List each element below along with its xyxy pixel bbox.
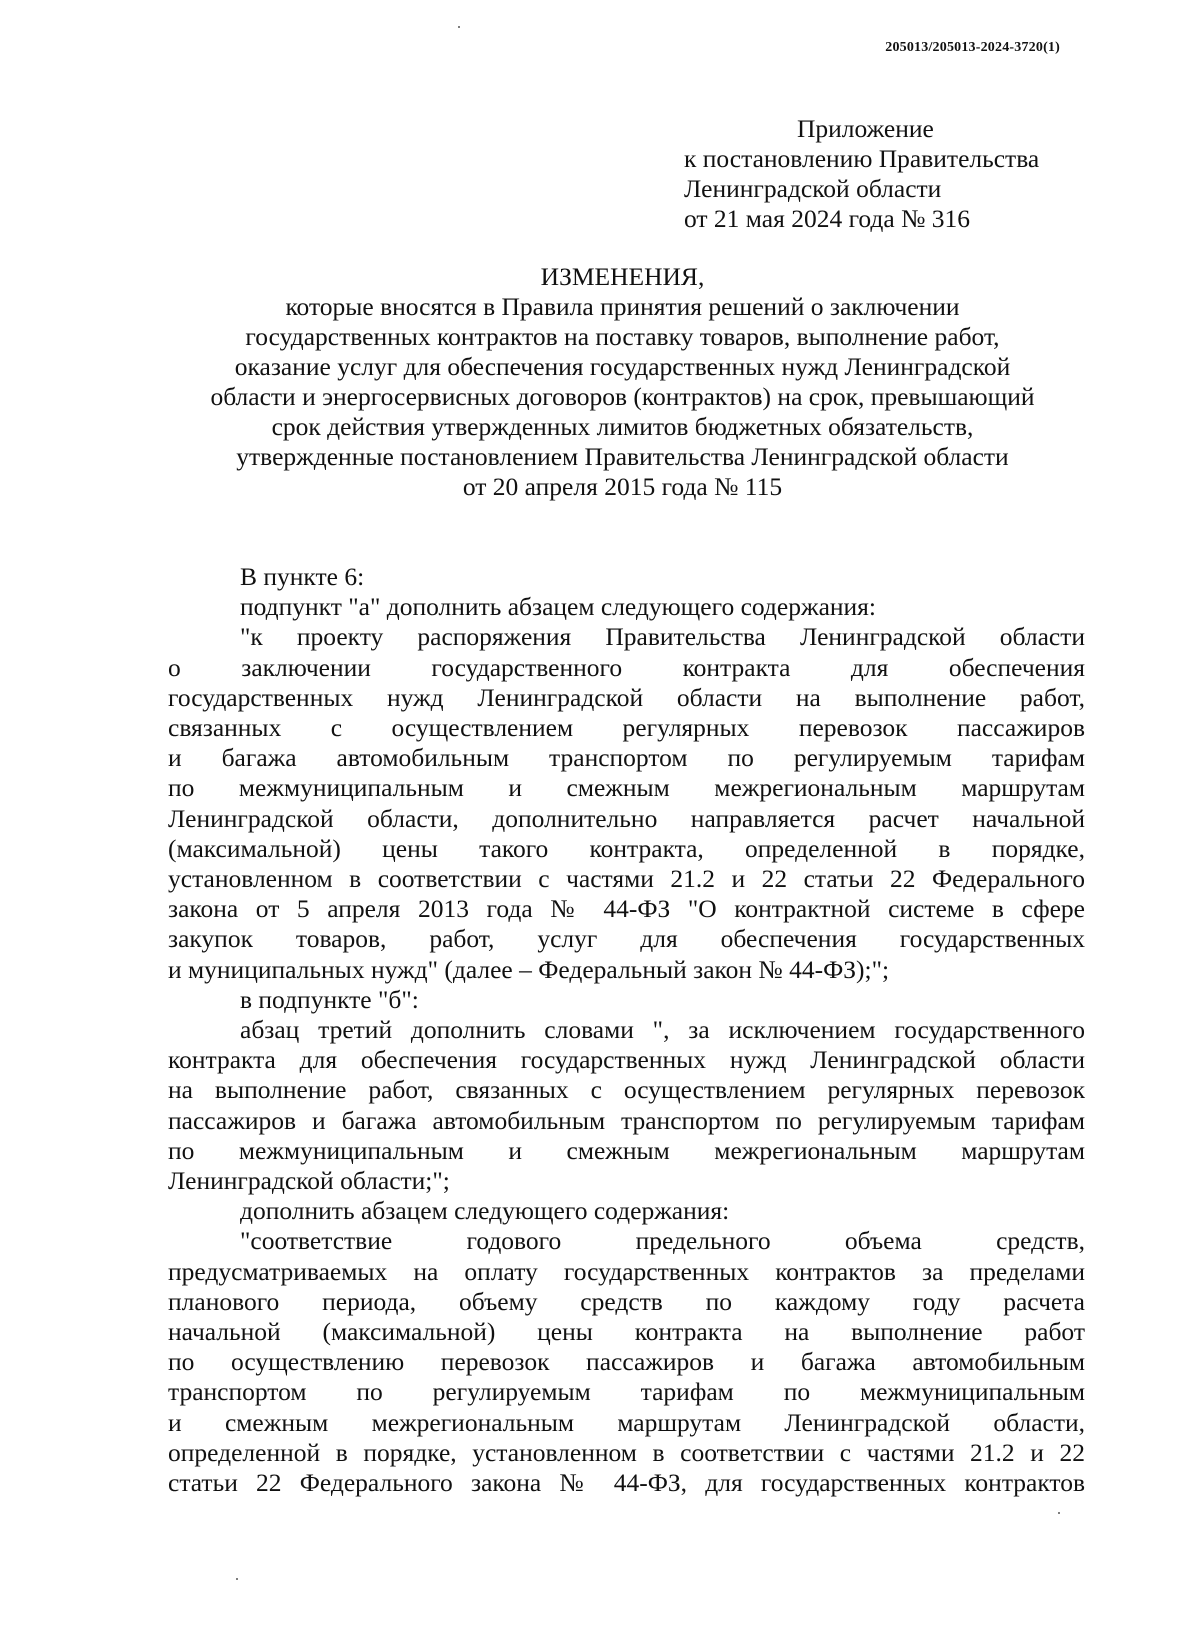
body-line: государственных нужд Ленинградской области на выполнение работ, <box>168 682 1085 712</box>
body-line: статьи 22 Федерального закона № 44-ФЗ, для государственных контрактов <box>168 1468 1085 1498</box>
annex-line: к постановлению Правительства <box>684 144 1040 173</box>
body-line: по межмуниципальным и смежным межрегиональным маршрутам <box>168 1135 1085 1165</box>
body-line: закупок товаров, работ, услуг для обеспечения государственных <box>168 924 1085 954</box>
document-body <box>168 562 1085 1498</box>
body-line: и багажа автомобильным транспортом по регулируемым тарифам <box>168 743 1085 773</box>
annex-line: Ленинградской области <box>684 174 942 203</box>
body-line: В пункте 6: <box>240 562 365 591</box>
scan-speck <box>236 1578 238 1580</box>
body-line: установленном в соответствии с частями 21.2 и 22 статьи 22 Федерального <box>168 864 1085 894</box>
body-line: Ленинградской области;"; <box>168 1166 450 1196</box>
body-line: и смежным межрегиональным маршрутам Ленинградской области, <box>168 1407 1085 1437</box>
body-line: по межмуниципальным и смежным межрегиональным маршрутам <box>168 773 1085 803</box>
body-line: начальной (максимальной) цены контракта на выполнение работ <box>168 1317 1085 1347</box>
body-line: Ленинградской области, дополнительно направляется расчет начальной <box>168 803 1085 833</box>
annex-header <box>684 114 1039 234</box>
body-line: и муниципальных нужд" (далее – Федеральный закон № 44-ФЗ);"; <box>168 954 890 984</box>
body-line: определенной в порядке, установленном в соответствии с частями 21.2 и 22 <box>168 1437 1085 1467</box>
title-line: оказание услуг для обеспечения государственных нужд Ленинградской <box>234 352 1011 381</box>
annex-line: Приложение <box>797 114 934 143</box>
document-title <box>160 262 1085 502</box>
body-line: "соответствие годового предельного объема средств, <box>240 1226 1085 1256</box>
body-line: (максимальной) цены такого контракта, определенной в порядке, <box>168 833 1085 863</box>
title-line: срок действия утвержденных лимитов бюджетных обязательств, <box>271 412 974 441</box>
scan-speck <box>1058 1512 1060 1514</box>
body-line: связанных с осуществлением регулярных перевозок пассажиров <box>168 713 1085 743</box>
title-line: которые вносятся в Правила принятия решений о заключении <box>285 292 960 321</box>
body-line: контракта для обеспечения государственных нужд Ленинградской области <box>168 1045 1085 1075</box>
document-registration-code: 205013/205013-2024-3720(1) <box>885 40 1060 55</box>
title-line: утвержденные постановлением Правительства Ленинградской области <box>236 442 1009 471</box>
title-line: области и энергосервисных договоров (контрактов) на срок, превышающий <box>210 382 1035 411</box>
body-line: "к проекту распоряжения Правительства Ленинградской области <box>240 622 1085 652</box>
annex-line: от 21 мая 2024 года № 316 <box>684 204 971 233</box>
body-line: закона от 5 апреля 2013 года № 44-ФЗ "О контрактной системе в сфере <box>168 894 1085 924</box>
body-line: подпункт "а" дополнить абзацем следующего содержания: <box>240 592 876 622</box>
body-line: абзац третий дополнить словами ", за исключением государственного <box>240 1015 1085 1045</box>
body-line: планового периода, объему средств по каждому году расчета <box>168 1286 1085 1316</box>
body-line: предусматриваемых на оплату государственных контрактов за пределами <box>168 1256 1085 1286</box>
scan-speck <box>458 26 460 28</box>
body-line: в подпункте "б": <box>240 984 419 1014</box>
body-line: о заключении государственного контракта для обеспечения <box>168 652 1085 682</box>
body-line: по осуществлению перевозок пассажиров и багажа автомобильным <box>168 1347 1085 1377</box>
body-line: пассажиров и багажа автомобильным транспортом по регулируемым тарифам <box>168 1105 1085 1135</box>
title-line: от 20 апреля 2015 года № 115 <box>462 472 783 501</box>
title-heading: ИЗМЕНЕНИЯ, <box>540 262 705 291</box>
body-line: дополнить абзацем следующего содержания: <box>240 1196 730 1226</box>
body-line: транспортом по регулируемым тарифам по межмуниципальным <box>168 1377 1085 1407</box>
body-line: на выполнение работ, связанных с осуществлением регулярных перевозок <box>168 1075 1085 1105</box>
title-line: государственных контрактов на поставку товаров, выполнение работ, <box>245 322 1000 351</box>
